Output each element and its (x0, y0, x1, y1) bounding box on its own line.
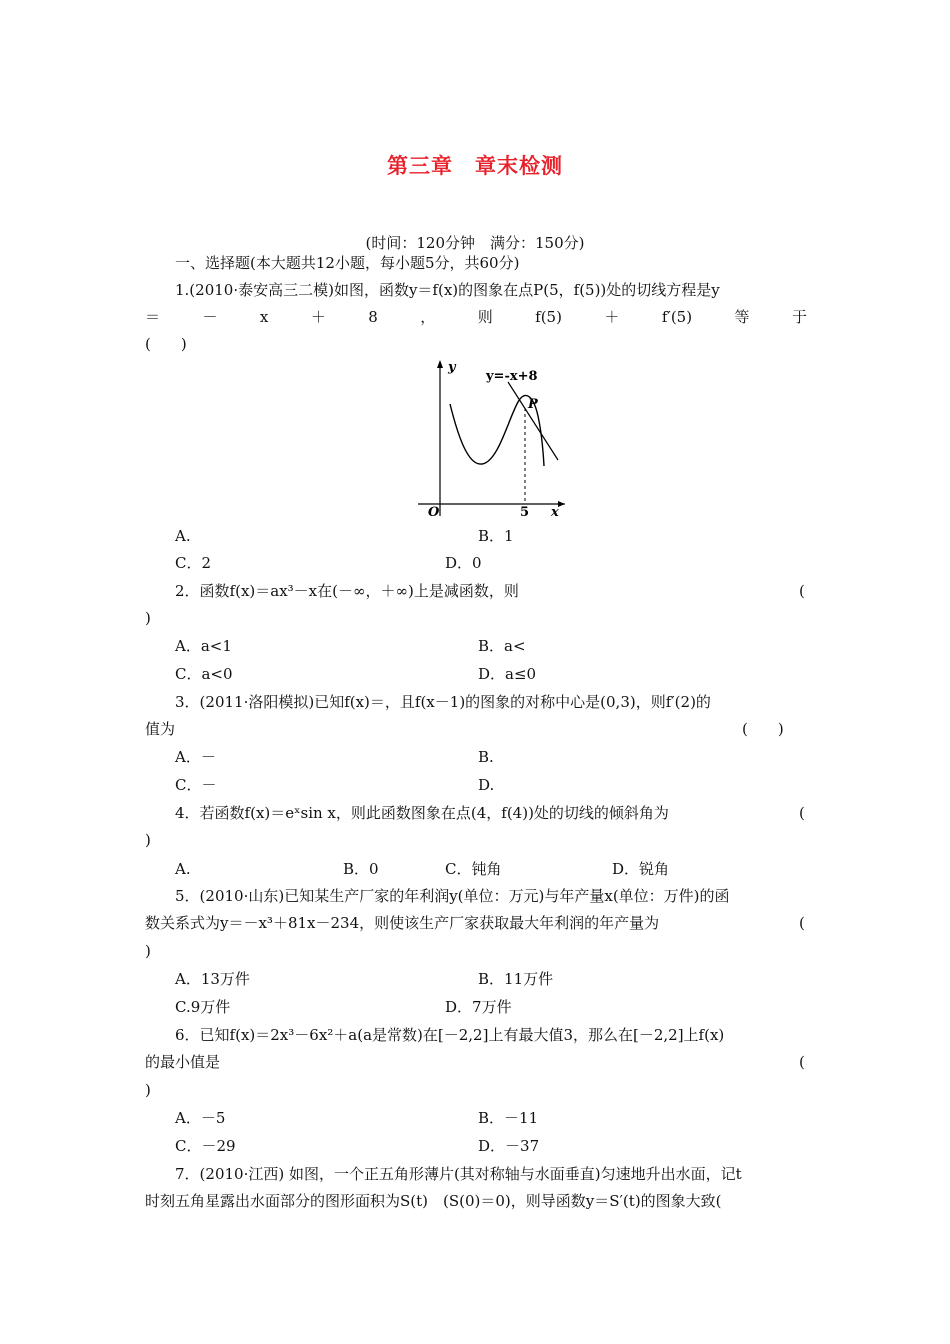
tangent-line (508, 382, 558, 460)
x-axis-label: x (551, 505, 559, 520)
q2-option-b: B．a< (478, 637, 526, 655)
q2-paren-close: ) (145, 609, 151, 627)
q6-option-c: C．－29 (175, 1137, 236, 1155)
q2-option-a: A．a<1 (175, 637, 232, 655)
q5-option-c: C.9万件 (175, 998, 231, 1016)
q5-paren-open: ( (799, 914, 805, 932)
x-tick-label: 5 (520, 505, 530, 520)
q7-line2: 时刻五角星露出水面部分的图形面积为S(t) (S(0)＝0)，则导函数y＝S′(t)的图象大致( (145, 1192, 722, 1210)
q1-answer-blank: ( ) (145, 335, 187, 353)
q1-token: 于 (791, 308, 807, 326)
q1-token: x (259, 308, 269, 326)
q4-paren-close: ) (145, 831, 151, 849)
q6-paren-open: ( (799, 1053, 805, 1071)
q1-token: 则 (477, 308, 493, 326)
q1-token: 等 (734, 308, 750, 326)
q6-line1: 6．已知f(x)＝2x³－6x²＋a(a是常数)在[－2,2]上有最大值3，那么在[－2,2]上f(x) (175, 1026, 725, 1044)
origin-label: O (428, 505, 440, 520)
q5-line2: 数关系式为y＝－x³＋81x－234，则使该生产厂家获取最大年利润的年产量为 (145, 914, 660, 932)
q6-option-b: B．－11 (478, 1109, 539, 1127)
q2-line1: 2．函数f(x)＝ax³－x在(－∞，＋∞)上是减函数，则 (175, 582, 519, 600)
q3-line2: 值为 (145, 720, 176, 738)
q7-line1: 7．(2010·江西) 如图，一个正五角形薄片(其对称轴与水面垂直)匀速地升出水面，记t (175, 1165, 742, 1183)
q1-token: ＋ (310, 308, 326, 326)
page-title: 第三章 章末检测 (387, 154, 563, 178)
q1-option-b: B．1 (478, 527, 514, 545)
q4-option-a: A. (175, 860, 191, 878)
q1-token: ， (420, 308, 436, 326)
q5-option-d: D．7万件 (445, 998, 512, 1016)
q3-option-d: D. (478, 776, 495, 794)
q4-option-c: C．钝角 (445, 860, 502, 878)
q3-option-a: A．－ (175, 748, 216, 766)
q4-option-b: B．0 (343, 860, 379, 878)
q1-token: f(5) (535, 308, 562, 326)
tangent-label: y=-x+8 (486, 369, 538, 384)
q1-token: ＋ (604, 308, 620, 326)
q2-option-d: D．a≤0 (478, 665, 537, 683)
q1-line2 (145, 307, 807, 327)
exam-header: (时间：120分钟 满分：150分) (365, 234, 585, 252)
q4-option-d: D．锐角 (612, 860, 670, 878)
q3-line1: 3．(2011·洛阳模拟)已知f(x)＝，且f(x－1)的图象的对称中心是(0,3)，则f′(2)的 (175, 693, 711, 711)
q1-token: － (202, 308, 218, 326)
q2-paren-open: ( (799, 582, 805, 600)
q1-option-a: A. (175, 527, 191, 545)
q5-line1: 5．(2010·山东)已知某生产厂家的年利润y(单位：万元)与年产量x(单位：万件)的函 (175, 887, 730, 905)
q6-line2: 的最小值是 (145, 1053, 221, 1071)
q5-option-a: A．13万件 (175, 970, 250, 988)
q1-function-graph (410, 356, 570, 521)
q6-option-a: A．－5 (175, 1109, 226, 1127)
q5-option-b: B．11万件 (478, 970, 554, 988)
x-axis-arrow (558, 501, 565, 507)
q3-option-b: B. (478, 748, 494, 766)
q1-line1: 1.(2010·泰安高三二模)如图，函数y＝f(x)的图象在点P(5，f(5))处的切线方程是y (175, 281, 720, 299)
y-axis-arrow (437, 360, 443, 368)
q2-option-c: C．a<0 (175, 665, 233, 683)
q5-paren-close: ) (145, 942, 151, 960)
q3-answer-blank: ( ) (742, 720, 784, 738)
y-axis-label: y (448, 360, 456, 375)
q4-line1: 4．若函数f(x)＝eˣsin x，则此函数图象在点(4，f(4))处的切线的倾斜角为 (175, 804, 669, 822)
q4-paren-open: ( (799, 804, 805, 822)
q6-paren-close: ) (145, 1081, 151, 1099)
q1-token: ＝ (145, 308, 161, 326)
q1-token: 8 (368, 308, 378, 326)
q6-option-d: D．－37 (478, 1137, 540, 1155)
q1-option-c: C．2 (175, 554, 212, 572)
point-p-label: P (528, 397, 538, 412)
section-heading: 一、选择题(本大题共12小题，每小题5分，共60分) (175, 254, 520, 272)
q1-option-d: D．0 (445, 554, 482, 572)
q1-token: f′(5) (661, 308, 693, 326)
q3-option-c: C．－ (175, 776, 217, 794)
